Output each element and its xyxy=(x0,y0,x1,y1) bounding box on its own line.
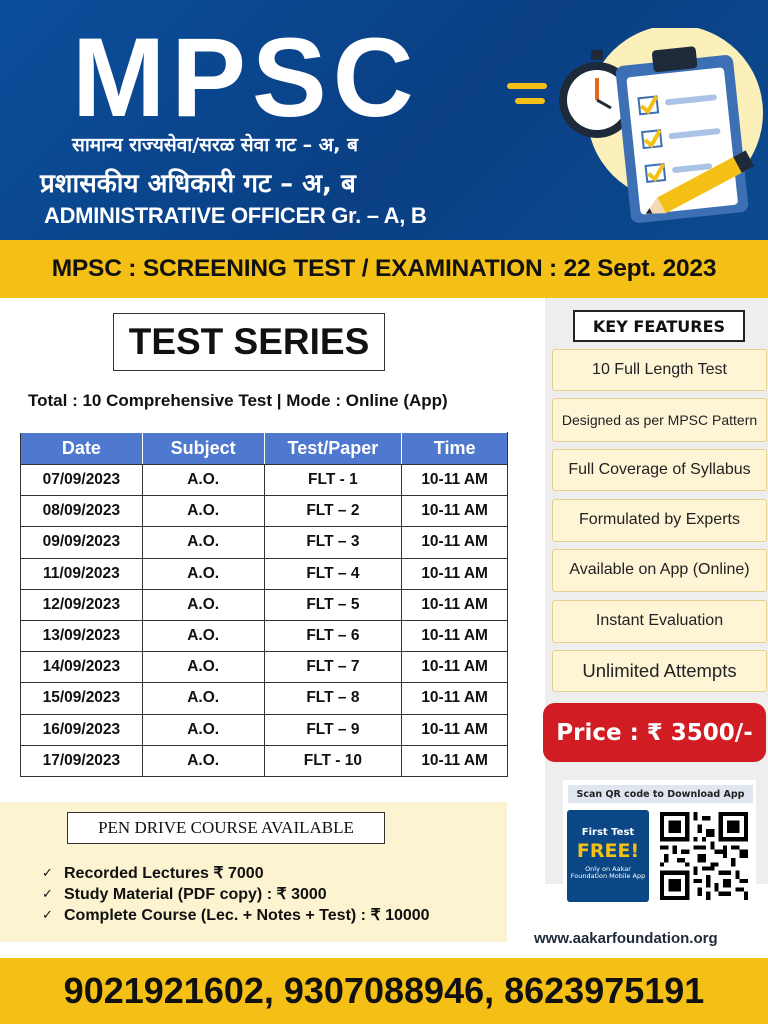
cell-paper: FLT – 7 xyxy=(264,652,402,683)
list-item xyxy=(42,904,430,925)
table-row xyxy=(21,465,508,496)
check-icon: ✓ xyxy=(42,885,53,901)
table-header-row xyxy=(21,433,508,465)
subtitle-marathi-1: सामान्य राज्यसेवा/सरळ सेवा गट – अ, ब xyxy=(72,134,358,156)
cell-subject: A.O. xyxy=(142,683,264,714)
cell-date: 17/09/2023 xyxy=(21,745,143,776)
cell-paper: FLT - 10 xyxy=(264,745,402,776)
table-row xyxy=(21,527,508,558)
card-line-3: Only on Aakar Foundation Mobile App xyxy=(570,865,646,881)
check-icon: ✓ xyxy=(42,864,53,880)
brand-title: MPSC xyxy=(72,15,420,140)
cell-date: 08/09/2023 xyxy=(21,496,143,527)
subtitle-marathi-2: प्रशासकीय अधिकारी गट – अ, ब xyxy=(40,169,356,199)
column-header: Time xyxy=(402,433,508,465)
table-row xyxy=(21,558,508,589)
cell-time: 10-11 AM xyxy=(402,589,508,620)
pen-drive-title: PEN DRIVE COURSE AVAILABLE xyxy=(67,812,385,844)
qr-caption: Scan QR code to Download App xyxy=(568,785,753,803)
cell-date: 14/09/2023 xyxy=(21,652,143,683)
cell-subject: A.O. xyxy=(142,558,264,589)
website-link[interactable]: www.aakarfoundation.org xyxy=(534,930,718,947)
exam-clipboard-illustration xyxy=(505,28,765,238)
cell-time: 10-11 AM xyxy=(402,745,508,776)
table-row xyxy=(21,589,508,620)
card-line-2: FREE! xyxy=(576,840,640,862)
card-line-1: First Test xyxy=(581,827,635,838)
cell-subject: A.O. xyxy=(142,496,264,527)
column-header: Subject xyxy=(142,433,264,465)
table-row xyxy=(21,620,508,651)
list-item-text: Study Material (PDF copy) : ₹ 3000 xyxy=(64,885,327,903)
feature-item: Full Coverage of Syllabus xyxy=(552,449,767,491)
feature-item: Formulated by Experts xyxy=(552,499,767,542)
cell-subject: A.O. xyxy=(142,652,264,683)
cell-time: 10-11 AM xyxy=(402,496,508,527)
cell-date: 07/09/2023 xyxy=(21,465,143,496)
list-item-text: Complete Course (Lec. + Notes + Test) : ₹ 10000 xyxy=(64,906,430,924)
cell-date: 11/09/2023 xyxy=(21,558,143,589)
cell-subject: A.O. xyxy=(142,465,264,496)
cell-subject: A.O. xyxy=(142,589,264,620)
test-series-title: TEST SERIES xyxy=(113,313,385,371)
list-item-text: Recorded Lectures ₹ 7000 xyxy=(64,864,264,882)
contact-numbers[interactable]: 9021921602, 9307088946, 8623975191 xyxy=(63,970,705,1011)
column-header: Date xyxy=(21,433,143,465)
qr-code-icon[interactable] xyxy=(660,812,748,900)
list-item xyxy=(42,883,430,904)
cell-time: 10-11 AM xyxy=(402,465,508,496)
check-icon: ✓ xyxy=(42,906,53,922)
price-badge: Price : ₹ 3500/- xyxy=(543,703,766,762)
cell-paper: FLT – 4 xyxy=(264,558,402,589)
cell-paper: FLT – 2 xyxy=(264,496,402,527)
cell-date: 09/09/2023 xyxy=(21,527,143,558)
cell-time: 10-11 AM xyxy=(402,558,508,589)
table-row xyxy=(21,683,508,714)
cell-paper: FLT – 3 xyxy=(264,527,402,558)
header xyxy=(0,0,768,240)
feature-item: Designed as per MPSC Pattern xyxy=(552,398,767,442)
cell-subject: A.O. xyxy=(142,745,264,776)
feature-item: Available on App (Online) xyxy=(552,549,767,592)
cell-date: 12/09/2023 xyxy=(21,589,143,620)
exam-date-banner xyxy=(0,240,768,298)
cell-paper: FLT – 6 xyxy=(264,620,402,651)
feature-item: Unlimited Attempts xyxy=(552,650,767,692)
cell-subject: A.O. xyxy=(142,527,264,558)
contact-footer xyxy=(0,958,768,1024)
cell-paper: FLT – 9 xyxy=(264,714,402,745)
cell-time: 10-11 AM xyxy=(402,652,508,683)
schedule-table xyxy=(20,432,508,777)
table-row xyxy=(21,745,508,776)
free-test-card xyxy=(567,810,649,902)
cell-time: 10-11 AM xyxy=(402,620,508,651)
cell-time: 10-11 AM xyxy=(402,683,508,714)
cell-date: 16/09/2023 xyxy=(21,714,143,745)
subtitle-english: ADMINISTRATIVE OFFICER Gr. – A, B xyxy=(44,203,427,228)
cell-date: 15/09/2023 xyxy=(21,683,143,714)
feature-item: Instant Evaluation xyxy=(552,600,767,643)
banner-text: MPSC : SCREENING TEST / EXAMINATION : 22 Sept. 2023 xyxy=(51,255,717,282)
cell-subject: A.O. xyxy=(142,714,264,745)
cell-paper: FLT – 5 xyxy=(264,589,402,620)
column-header: Test/Paper xyxy=(264,433,402,465)
key-features-title: KEY FEATURES xyxy=(573,310,745,342)
feature-item: 10 Full Length Test xyxy=(552,349,767,391)
speed-lines-icon xyxy=(507,83,547,104)
cell-paper: FLT – 8 xyxy=(264,683,402,714)
table-row xyxy=(21,496,508,527)
total-mode-line: Total : 10 Comprehensive Test | Mode : Online (App) xyxy=(28,391,448,410)
pen-drive-list xyxy=(42,862,430,925)
cell-paper: FLT - 1 xyxy=(264,465,402,496)
cell-time: 10-11 AM xyxy=(402,527,508,558)
cell-date: 13/09/2023 xyxy=(21,620,143,651)
cell-time: 10-11 AM xyxy=(402,714,508,745)
table-row xyxy=(21,714,508,745)
table-row xyxy=(21,652,508,683)
cell-subject: A.O. xyxy=(142,620,264,651)
list-item xyxy=(42,862,430,883)
